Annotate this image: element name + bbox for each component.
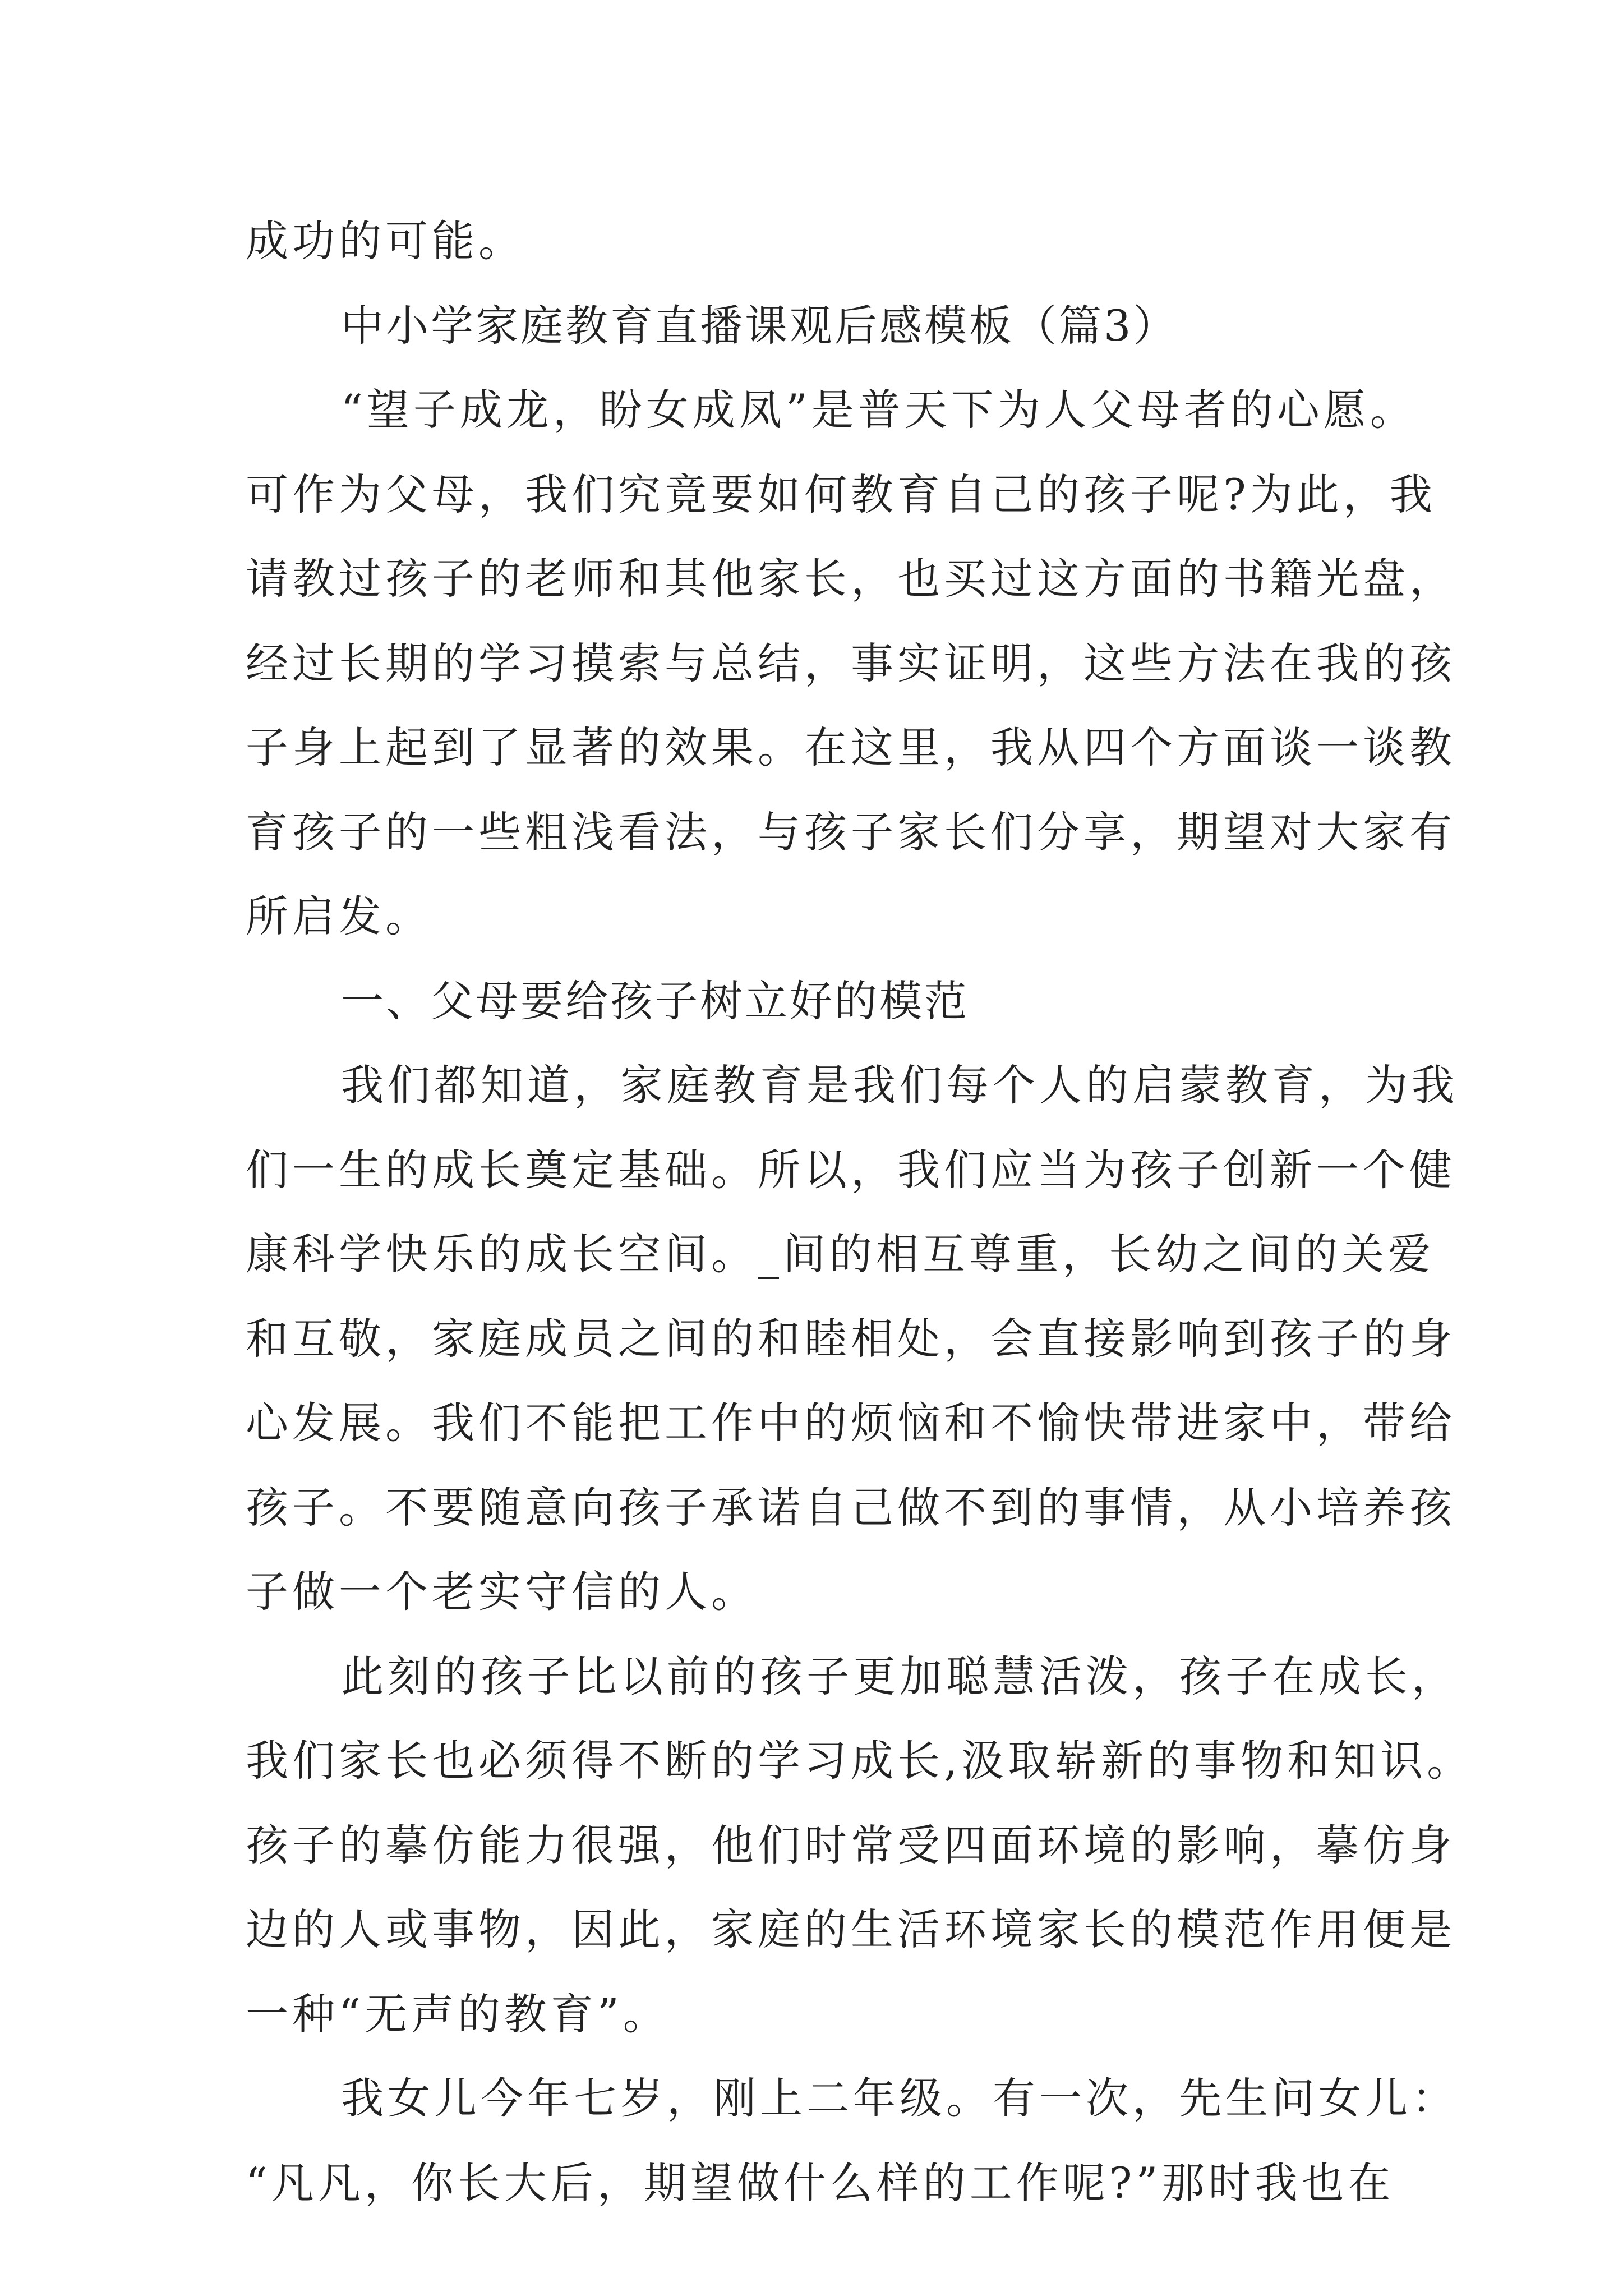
text-line: 我们家长也必须得不断的学习成长,汲取崭新的事物和知识。 — [246, 1736, 1474, 1786]
text-line: 经过长期的学习摸索与总结，事实证明，这些方法在我的孩 — [246, 638, 1456, 688]
text-line: 和互敬，家庭成员之间的和睦相处，会直接影响到孩子的身 — [246, 1313, 1456, 1364]
text-line: 可作为父母，我们究竟要如何教育自己的孩子呢?为此，我 — [246, 469, 1436, 519]
text-line: 孩子。不要随意向孩子承诺自己做不到的事情，从小培养孩 — [246, 1482, 1456, 1533]
text-line: “凡凡，你长大后，期望做什么样的工作呢?”那时我也在 — [246, 2157, 1395, 2208]
text-line: 子做一个老实守信的人。 — [246, 1567, 758, 1617]
text-line: 成功的可能。 — [246, 216, 525, 266]
subsection-heading: 一、父母要给孩子树立好的模范 — [341, 976, 969, 1026]
text-line: 一种“无声的教育”。 — [246, 1989, 670, 2039]
text-line: 心发展。我们不能把工作中的烦恼和不愉快带进家中，带给 — [246, 1398, 1456, 1448]
text-line: 孩子的摹仿能力很强，他们时常受四面环境的影响，摹仿身 — [246, 1820, 1456, 1870]
section-title: 中小学家庭教育直播课观后感模板（篇3） — [341, 300, 1178, 351]
text-line: 子身上起到了显著的效果。在这里，我从四个方面谈一谈教 — [246, 723, 1456, 772]
text-line: 所启发。 — [246, 891, 432, 941]
paragraph-first-line: 此刻的孩子比以前的孩子更加聪慧活泼，孩子在成长， — [341, 1651, 1458, 1701]
text-line: 康科学快乐的成长空间。_间的相互尊重，长幼之间的关爱 — [246, 1229, 1435, 1279]
text-line: 育孩子的一些粗浅看法，与孩子家长们分享，期望对大家有 — [246, 807, 1456, 857]
paragraph-first-line: 我们都知道，家庭教育是我们每个人的启蒙教育，为我 — [341, 1060, 1458, 1110]
text-line: 们一生的成长奠定基础。所以，我们应当为孩子创新一个健 — [246, 1144, 1456, 1195]
text-line: 边的人或事物，因此，家庭的生活环境家长的模范作用便是 — [246, 1904, 1456, 1954]
paragraph-first-line: 我女儿今年七岁，刚上二年级。有一次，先生问女儿： — [341, 2073, 1458, 2123]
text-line: 请教过孩子的老师和其他家长，也买过这方面的书籍光盘， — [246, 554, 1456, 604]
paragraph-first-line: “望子成龙，盼女成凤”是普天下为人父母者的心愿。 — [341, 385, 1417, 435]
